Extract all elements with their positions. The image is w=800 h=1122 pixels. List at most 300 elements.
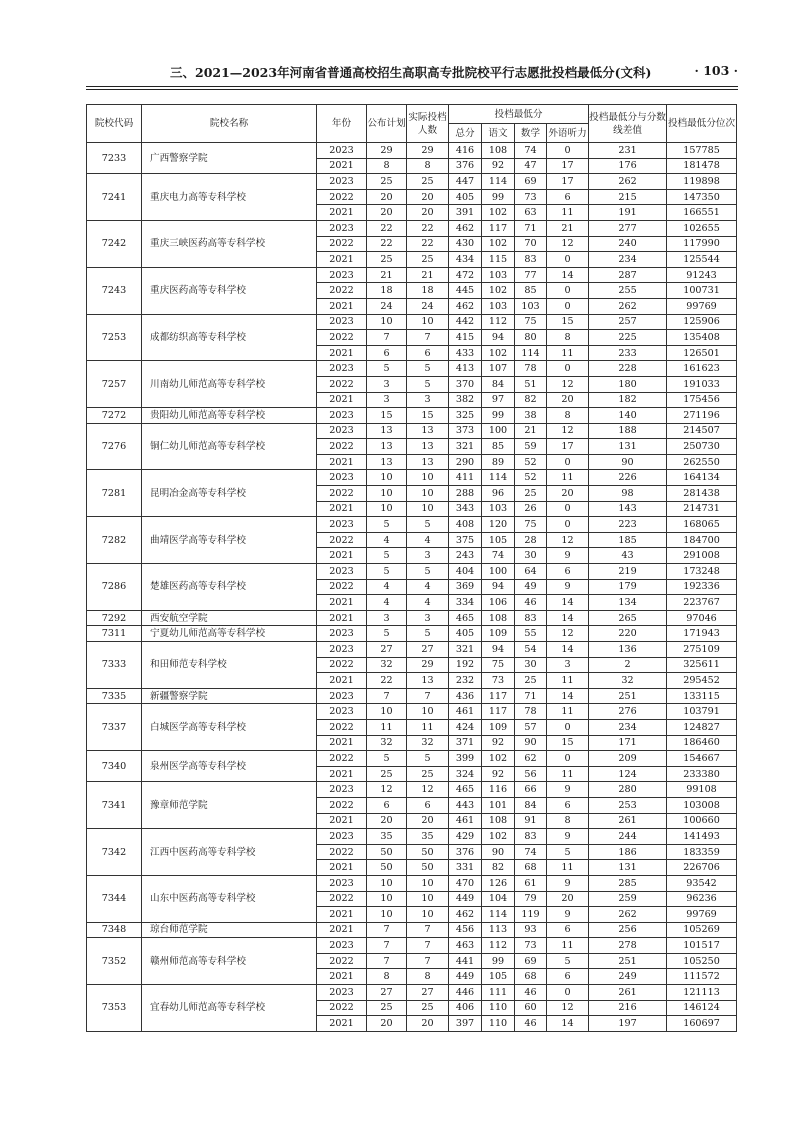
cell-year: 2021 xyxy=(317,454,367,470)
cell-plan: 27 xyxy=(367,642,407,658)
cell-actual: 12 xyxy=(407,782,449,798)
cell-actual: 13 xyxy=(407,423,449,439)
cell-chinese-score: 102 xyxy=(482,283,515,299)
cell-listening-score: 5 xyxy=(547,844,589,860)
cell-actual: 8 xyxy=(407,158,449,174)
cell-rank: 161623 xyxy=(667,361,737,377)
cell-score-diff: 240 xyxy=(589,236,667,252)
cell-chinese-score: 75 xyxy=(482,657,515,673)
cell-year: 2023 xyxy=(317,361,367,377)
cell-plan: 8 xyxy=(367,969,407,985)
school-code: 7352 xyxy=(87,938,142,985)
cell-year: 2021 xyxy=(317,813,367,829)
cell-chinese-score: 104 xyxy=(482,891,515,907)
cell-score-diff: 124 xyxy=(589,766,667,782)
cell-plan: 10 xyxy=(367,314,407,330)
table-row xyxy=(87,610,737,626)
cell-chinese-score: 109 xyxy=(482,719,515,735)
cell-chinese-score: 110 xyxy=(482,1000,515,1016)
page-title: 三、2021—2023年河南省普通高校招生高职高专批院校平行志愿批投档最低分(文科) xyxy=(170,65,652,80)
cell-total-score: 343 xyxy=(449,501,482,517)
cell-score-diff: 220 xyxy=(589,626,667,642)
cell-score-diff: 280 xyxy=(589,782,667,798)
cell-listening-score: 12 xyxy=(547,376,589,392)
cell-rank: 100731 xyxy=(667,283,737,299)
cell-plan: 22 xyxy=(367,236,407,252)
cell-plan: 10 xyxy=(367,875,407,891)
header-actual: 实际投档人数 xyxy=(407,105,449,143)
cell-total-score: 290 xyxy=(449,454,482,470)
cell-chinese-score: 103 xyxy=(482,501,515,517)
school-code: 7341 xyxy=(87,782,142,829)
cell-actual: 20 xyxy=(407,1016,449,1032)
cell-actual: 10 xyxy=(407,501,449,517)
cell-total-score: 376 xyxy=(449,844,482,860)
cell-chinese-score: 82 xyxy=(482,860,515,876)
cell-listening-score: 20 xyxy=(547,486,589,502)
cell-rank: 119898 xyxy=(667,174,737,190)
cell-year: 2021 xyxy=(317,298,367,314)
cell-listening-score: 11 xyxy=(547,205,589,221)
cell-actual: 4 xyxy=(407,532,449,548)
cell-year: 2021 xyxy=(317,766,367,782)
school-code: 7272 xyxy=(87,408,142,424)
cell-actual: 7 xyxy=(407,330,449,346)
cell-actual: 50 xyxy=(407,844,449,860)
cell-math-score: 74 xyxy=(515,143,547,159)
cell-listening-score: 0 xyxy=(547,501,589,517)
cell-math-score: 77 xyxy=(515,267,547,283)
cell-score-diff: 216 xyxy=(589,1000,667,1016)
cell-actual: 22 xyxy=(407,236,449,252)
cell-total-score: 470 xyxy=(449,875,482,891)
cell-score-diff: 234 xyxy=(589,252,667,268)
cell-rank: 91243 xyxy=(667,267,737,283)
cell-rank: 166551 xyxy=(667,205,737,221)
admission-table-wrapper xyxy=(86,104,737,1032)
cell-actual: 6 xyxy=(407,797,449,813)
cell-total-score: 321 xyxy=(449,439,482,455)
cell-rank: 125906 xyxy=(667,314,737,330)
cell-listening-score: 12 xyxy=(547,626,589,642)
school-name: 山东中医药高等专科学校 xyxy=(142,875,317,922)
cell-score-diff: 257 xyxy=(589,314,667,330)
cell-plan: 5 xyxy=(367,361,407,377)
school-code: 7286 xyxy=(87,564,142,611)
cell-rank: 181478 xyxy=(667,158,737,174)
cell-total-score: 456 xyxy=(449,922,482,938)
cell-score-diff: 226 xyxy=(589,470,667,486)
cell-actual: 7 xyxy=(407,688,449,704)
cell-year: 2021 xyxy=(317,1016,367,1032)
cell-total-score: 405 xyxy=(449,626,482,642)
header-chinese: 语文 xyxy=(482,124,515,143)
cell-chinese-score: 101 xyxy=(482,797,515,813)
cell-plan: 15 xyxy=(367,408,407,424)
cell-total-score: 446 xyxy=(449,985,482,1001)
cell-chinese-score: 74 xyxy=(482,548,515,564)
cell-actual: 7 xyxy=(407,938,449,954)
cell-chinese-score: 115 xyxy=(482,252,515,268)
cell-year: 2022 xyxy=(317,844,367,860)
cell-rank: 192336 xyxy=(667,579,737,595)
cell-listening-score: 5 xyxy=(547,953,589,969)
cell-actual: 5 xyxy=(407,751,449,767)
cell-rank: 141493 xyxy=(667,829,737,845)
cell-year: 2022 xyxy=(317,953,367,969)
school-name: 铜仁幼儿师范高等专科学校 xyxy=(142,423,317,470)
cell-total-score: 399 xyxy=(449,751,482,767)
cell-listening-score: 17 xyxy=(547,174,589,190)
cell-plan: 5 xyxy=(367,548,407,564)
cell-math-score: 46 xyxy=(515,1016,547,1032)
school-name: 新疆警察学院 xyxy=(142,688,317,704)
cell-rank: 99769 xyxy=(667,907,737,923)
cell-rank: 262550 xyxy=(667,454,737,470)
cell-math-score: 49 xyxy=(515,579,547,595)
cell-plan: 22 xyxy=(367,673,407,689)
cell-math-score: 114 xyxy=(515,345,547,361)
cell-rank: 164134 xyxy=(667,470,737,486)
cell-listening-score: 12 xyxy=(547,1000,589,1016)
header-rule xyxy=(86,86,738,87)
cell-chinese-score: 114 xyxy=(482,174,515,190)
cell-score-diff: 32 xyxy=(589,673,667,689)
school-name: 曲靖医学高等专科学校 xyxy=(142,517,317,564)
cell-rank: 281438 xyxy=(667,486,737,502)
header-rank: 投档最低分位次 xyxy=(667,105,737,143)
cell-year: 2021 xyxy=(317,673,367,689)
cell-math-score: 47 xyxy=(515,158,547,174)
school-name: 川南幼儿师范高等专科学校 xyxy=(142,361,317,408)
cell-year: 2021 xyxy=(317,595,367,611)
cell-chinese-score: 103 xyxy=(482,267,515,283)
cell-rank: 186460 xyxy=(667,735,737,751)
cell-year: 2021 xyxy=(317,345,367,361)
cell-year: 2021 xyxy=(317,969,367,985)
cell-plan: 4 xyxy=(367,595,407,611)
cell-total-score: 321 xyxy=(449,642,482,658)
cell-listening-score: 0 xyxy=(547,751,589,767)
cell-total-score: 462 xyxy=(449,907,482,923)
cell-total-score: 411 xyxy=(449,470,482,486)
cell-actual: 25 xyxy=(407,1000,449,1016)
cell-chinese-score: 100 xyxy=(482,423,515,439)
cell-year: 2021 xyxy=(317,205,367,221)
cell-score-diff: 180 xyxy=(589,376,667,392)
cell-plan: 20 xyxy=(367,189,407,205)
cell-math-score: 73 xyxy=(515,189,547,205)
cell-total-score: 369 xyxy=(449,579,482,595)
cell-listening-score: 0 xyxy=(547,283,589,299)
cell-score-diff: 276 xyxy=(589,704,667,720)
school-name: 楚雄医药高等专科学校 xyxy=(142,564,317,611)
cell-plan: 27 xyxy=(367,985,407,1001)
cell-year: 2021 xyxy=(317,907,367,923)
cell-year: 2023 xyxy=(317,875,367,891)
cell-total-score: 449 xyxy=(449,969,482,985)
cell-plan: 25 xyxy=(367,1000,407,1016)
school-code: 7311 xyxy=(87,626,142,642)
cell-rank: 275109 xyxy=(667,642,737,658)
cell-math-score: 30 xyxy=(515,548,547,564)
cell-plan: 12 xyxy=(367,782,407,798)
cell-math-score: 26 xyxy=(515,501,547,517)
school-code: 7253 xyxy=(87,314,142,361)
cell-score-diff: 186 xyxy=(589,844,667,860)
table-row xyxy=(87,829,737,845)
cell-rank: 183359 xyxy=(667,844,737,860)
cell-chinese-score: 112 xyxy=(482,314,515,330)
cell-listening-score: 9 xyxy=(547,548,589,564)
cell-rank: 325611 xyxy=(667,657,737,673)
cell-chinese-score: 92 xyxy=(482,158,515,174)
table-row xyxy=(87,470,737,486)
cell-total-score: 465 xyxy=(449,782,482,798)
cell-chinese-score: 116 xyxy=(482,782,515,798)
cell-rank: 125544 xyxy=(667,252,737,268)
cell-actual: 3 xyxy=(407,548,449,564)
cell-total-score: 232 xyxy=(449,673,482,689)
cell-rank: 214731 xyxy=(667,501,737,517)
cell-total-score: 404 xyxy=(449,564,482,580)
cell-year: 2021 xyxy=(317,735,367,751)
cell-score-diff: 261 xyxy=(589,813,667,829)
cell-total-score: 382 xyxy=(449,392,482,408)
cell-listening-score: 14 xyxy=(547,688,589,704)
cell-actual: 13 xyxy=(407,439,449,455)
cell-year: 2023 xyxy=(317,220,367,236)
cell-total-score: 462 xyxy=(449,298,482,314)
cell-plan: 5 xyxy=(367,564,407,580)
cell-math-score: 84 xyxy=(515,797,547,813)
cell-year: 2023 xyxy=(317,267,367,283)
cell-listening-score: 14 xyxy=(547,267,589,283)
cell-score-diff: 225 xyxy=(589,330,667,346)
cell-year: 2022 xyxy=(317,330,367,346)
cell-plan: 13 xyxy=(367,423,407,439)
cell-actual: 29 xyxy=(407,143,449,159)
cell-year: 2022 xyxy=(317,283,367,299)
school-name: 赣州师范高等专科学校 xyxy=(142,938,317,985)
cell-rank: 126501 xyxy=(667,345,737,361)
cell-plan: 3 xyxy=(367,610,407,626)
cell-actual: 8 xyxy=(407,969,449,985)
cell-score-diff: 131 xyxy=(589,860,667,876)
cell-chinese-score: 108 xyxy=(482,813,515,829)
cell-year: 2022 xyxy=(317,532,367,548)
cell-math-score: 69 xyxy=(515,174,547,190)
cell-plan: 5 xyxy=(367,517,407,533)
cell-listening-score: 20 xyxy=(547,392,589,408)
cell-score-diff: 259 xyxy=(589,891,667,907)
cell-chinese-score: 117 xyxy=(482,688,515,704)
cell-chinese-score: 89 xyxy=(482,454,515,470)
cell-year: 2023 xyxy=(317,782,367,798)
cell-listening-score: 11 xyxy=(547,860,589,876)
school-name: 西安航空学院 xyxy=(142,610,317,626)
cell-year: 2022 xyxy=(317,486,367,502)
school-name: 和田师范专科学校 xyxy=(142,642,317,689)
cell-math-score: 25 xyxy=(515,486,547,502)
school-name: 江西中医药高等专科学校 xyxy=(142,829,317,876)
cell-math-score: 75 xyxy=(515,314,547,330)
cell-score-diff: 223 xyxy=(589,517,667,533)
cell-actual: 15 xyxy=(407,408,449,424)
cell-chinese-score: 84 xyxy=(482,376,515,392)
cell-math-score: 66 xyxy=(515,782,547,798)
cell-actual: 20 xyxy=(407,813,449,829)
cell-score-diff: 219 xyxy=(589,564,667,580)
cell-score-diff: 255 xyxy=(589,283,667,299)
cell-score-diff: 231 xyxy=(589,143,667,159)
cell-chinese-score: 113 xyxy=(482,922,515,938)
cell-math-score: 25 xyxy=(515,673,547,689)
cell-total-score: 441 xyxy=(449,953,482,969)
cell-score-diff: 188 xyxy=(589,423,667,439)
cell-listening-score: 12 xyxy=(547,423,589,439)
school-code: 7342 xyxy=(87,829,142,876)
cell-math-score: 56 xyxy=(515,766,547,782)
cell-total-score: 461 xyxy=(449,704,482,720)
cell-chinese-score: 94 xyxy=(482,330,515,346)
cell-total-score: 434 xyxy=(449,252,482,268)
cell-listening-score: 6 xyxy=(547,797,589,813)
page-header xyxy=(88,60,738,84)
cell-rank: 214507 xyxy=(667,423,737,439)
cell-chinese-score: 94 xyxy=(482,579,515,595)
school-code: 7348 xyxy=(87,922,142,938)
cell-score-diff: 2 xyxy=(589,657,667,673)
table-row xyxy=(87,985,737,1001)
table-row xyxy=(87,423,737,439)
cell-listening-score: 11 xyxy=(547,673,589,689)
cell-listening-score: 0 xyxy=(547,719,589,735)
cell-year: 2023 xyxy=(317,517,367,533)
school-code: 7333 xyxy=(87,642,142,689)
cell-math-score: 75 xyxy=(515,517,547,533)
cell-total-score: 429 xyxy=(449,829,482,845)
cell-chinese-score: 114 xyxy=(482,907,515,923)
cell-chinese-score: 105 xyxy=(482,969,515,985)
cell-math-score: 59 xyxy=(515,439,547,455)
school-name: 重庆医药高等专科学校 xyxy=(142,267,317,314)
cell-listening-score: 9 xyxy=(547,782,589,798)
table-row xyxy=(87,626,737,642)
cell-score-diff: 251 xyxy=(589,953,667,969)
cell-total-score: 334 xyxy=(449,595,482,611)
cell-listening-score: 11 xyxy=(547,766,589,782)
cell-actual: 10 xyxy=(407,470,449,486)
school-code: 7243 xyxy=(87,267,142,314)
cell-plan: 11 xyxy=(367,719,407,735)
cell-total-score: 391 xyxy=(449,205,482,221)
cell-math-score: 61 xyxy=(515,875,547,891)
cell-year: 2022 xyxy=(317,891,367,907)
table-row xyxy=(87,875,737,891)
cell-score-diff: 249 xyxy=(589,969,667,985)
cell-math-score: 74 xyxy=(515,844,547,860)
table-row xyxy=(87,564,737,580)
cell-total-score: 288 xyxy=(449,486,482,502)
cell-math-score: 63 xyxy=(515,205,547,221)
cell-plan: 20 xyxy=(367,205,407,221)
school-code: 7242 xyxy=(87,220,142,267)
cell-actual: 50 xyxy=(407,860,449,876)
cell-math-score: 46 xyxy=(515,595,547,611)
cell-plan: 25 xyxy=(367,174,407,190)
cell-chinese-score: 126 xyxy=(482,875,515,891)
cell-listening-score: 9 xyxy=(547,907,589,923)
cell-chinese-score: 92 xyxy=(482,766,515,782)
cell-year: 2023 xyxy=(317,470,367,486)
cell-rank: 171943 xyxy=(667,626,737,642)
cell-plan: 4 xyxy=(367,532,407,548)
cell-math-score: 52 xyxy=(515,454,547,470)
cell-plan: 18 xyxy=(367,283,407,299)
cell-actual: 5 xyxy=(407,517,449,533)
cell-chinese-score: 102 xyxy=(482,205,515,221)
cell-actual: 13 xyxy=(407,673,449,689)
cell-actual: 32 xyxy=(407,735,449,751)
cell-year: 2023 xyxy=(317,174,367,190)
cell-plan: 50 xyxy=(367,844,407,860)
cell-plan: 7 xyxy=(367,938,407,954)
cell-chinese-score: 92 xyxy=(482,735,515,751)
cell-chinese-score: 99 xyxy=(482,953,515,969)
cell-chinese-score: 110 xyxy=(482,1016,515,1032)
cell-score-diff: 134 xyxy=(589,595,667,611)
cell-math-score: 28 xyxy=(515,532,547,548)
cell-math-score: 103 xyxy=(515,298,547,314)
cell-total-score: 331 xyxy=(449,860,482,876)
cell-score-diff: 287 xyxy=(589,267,667,283)
cell-score-diff: 262 xyxy=(589,298,667,314)
table-row xyxy=(87,517,737,533)
cell-math-score: 90 xyxy=(515,735,547,751)
school-name: 昆明冶金高等专科学校 xyxy=(142,470,317,517)
cell-chinese-score: 96 xyxy=(482,486,515,502)
cell-math-score: 82 xyxy=(515,392,547,408)
cell-listening-score: 11 xyxy=(547,938,589,954)
cell-math-score: 80 xyxy=(515,330,547,346)
cell-rank: 146124 xyxy=(667,1000,737,1016)
cell-score-diff: 182 xyxy=(589,392,667,408)
school-code: 7340 xyxy=(87,751,142,782)
cell-listening-score: 11 xyxy=(547,470,589,486)
cell-year: 2023 xyxy=(317,314,367,330)
cell-plan: 6 xyxy=(367,797,407,813)
cell-rank: 233380 xyxy=(667,766,737,782)
cell-math-score: 78 xyxy=(515,704,547,720)
cell-actual: 5 xyxy=(407,376,449,392)
cell-score-diff: 261 xyxy=(589,985,667,1001)
cell-rank: 97046 xyxy=(667,610,737,626)
cell-rank: 173248 xyxy=(667,564,737,580)
cell-score-diff: 256 xyxy=(589,922,667,938)
table-row xyxy=(87,408,737,424)
cell-math-score: 52 xyxy=(515,470,547,486)
cell-listening-score: 12 xyxy=(547,532,589,548)
cell-chinese-score: 112 xyxy=(482,938,515,954)
cell-plan: 6 xyxy=(367,345,407,361)
cell-plan: 21 xyxy=(367,267,407,283)
cell-rank: 111572 xyxy=(667,969,737,985)
cell-actual: 7 xyxy=(407,953,449,969)
table-row xyxy=(87,220,737,236)
cell-year: 2022 xyxy=(317,1000,367,1016)
cell-total-score: 373 xyxy=(449,423,482,439)
